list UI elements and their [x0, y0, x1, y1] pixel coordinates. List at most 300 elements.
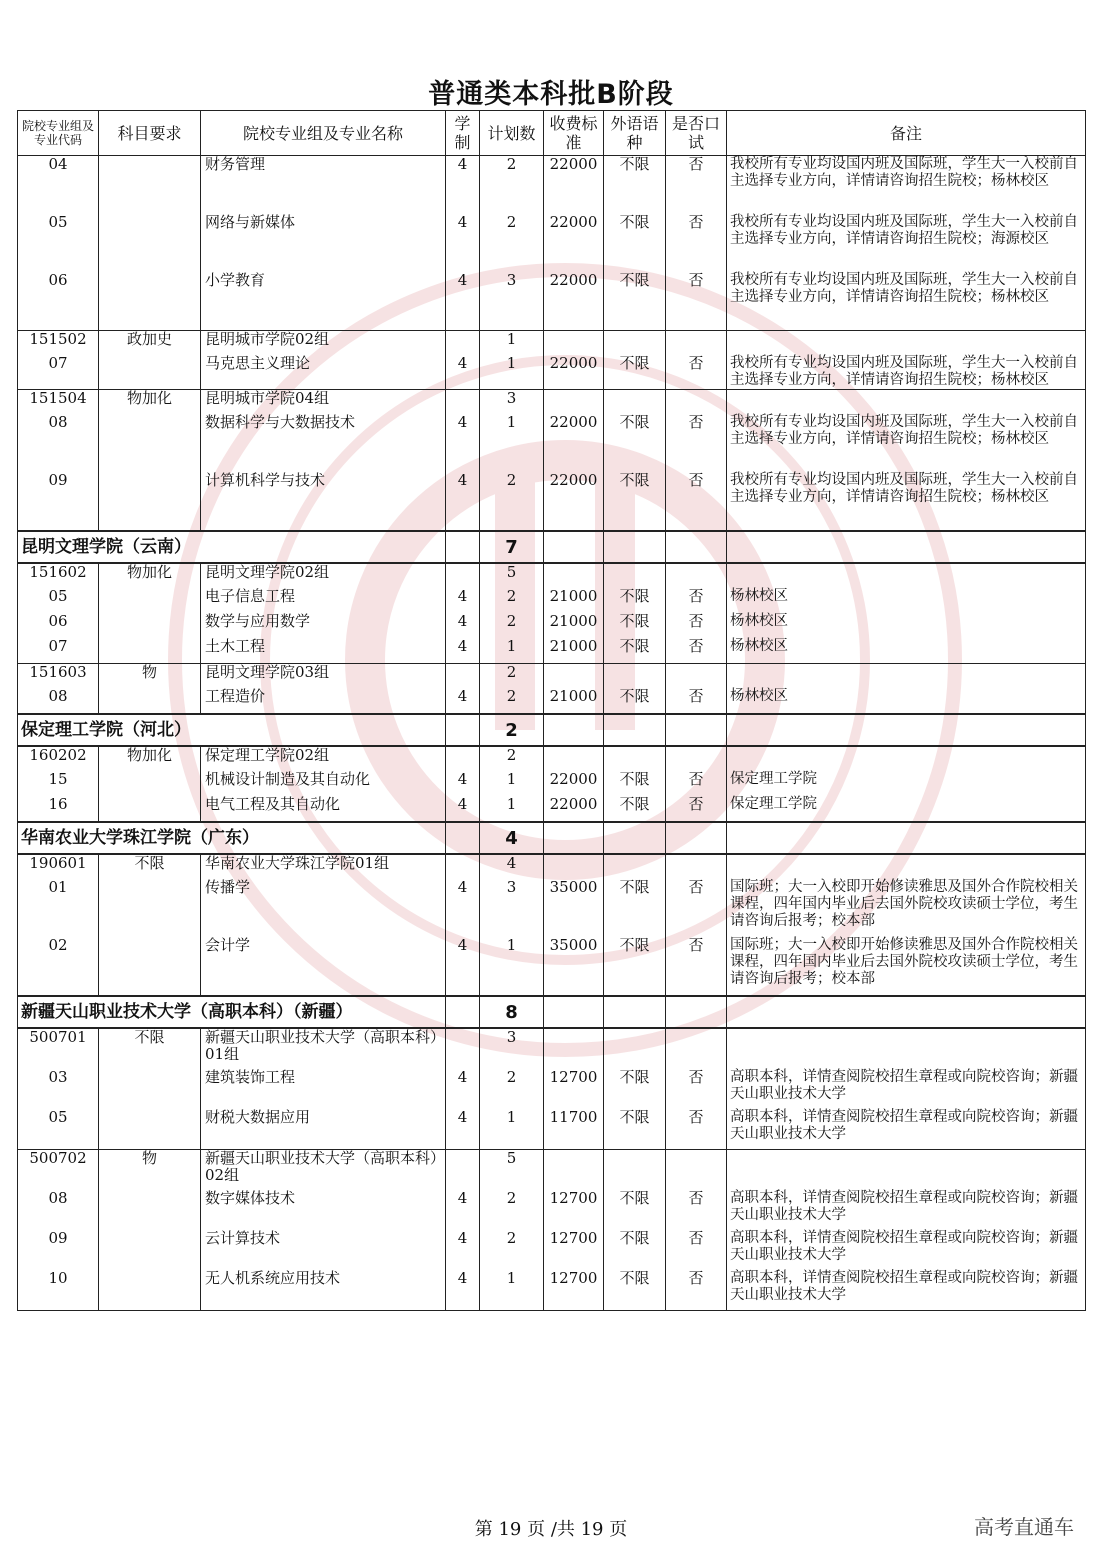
cell-plan: 1 — [480, 937, 544, 996]
cell-note: 高职本科，详情查阅院校招生章程或向院校咨询；新疆天山职业技术大学 — [727, 1270, 1086, 1311]
cell-subject — [99, 613, 201, 638]
table-row — [18, 638, 1086, 664]
cell-subject: 政加史 — [99, 331, 201, 356]
group-row — [18, 746, 1086, 771]
cell-years: 4 — [446, 613, 480, 638]
cell-oral: 否 — [666, 638, 727, 664]
table-row — [18, 1109, 1086, 1150]
cell-code: 500702 — [18, 1150, 99, 1191]
table-row — [18, 796, 1086, 822]
cell-years: 4 — [446, 1069, 480, 1109]
cell-subject — [99, 688, 201, 714]
header-oral: 是否口试 — [666, 111, 727, 156]
cell-name: 电气工程及其自动化 — [201, 796, 446, 822]
cell-years: 4 — [446, 796, 480, 822]
cell-years — [446, 664, 480, 689]
cell-language: 不限 — [604, 472, 666, 531]
cell-subject — [99, 1230, 201, 1270]
cell-oral — [666, 390, 727, 415]
cell-subject — [99, 472, 201, 531]
page-number: 第 19 页 /共 19 页 — [474, 1519, 628, 1540]
cell-note — [727, 854, 1086, 879]
cell-oral: 否 — [666, 688, 727, 714]
cell-name: 新疆天山职业技术大学（高职本科）01组 — [201, 1028, 446, 1069]
table-row — [18, 588, 1086, 613]
table-row — [18, 272, 1086, 331]
cell-language — [604, 531, 666, 563]
brand-label: 高考直通车 — [974, 1515, 1074, 1539]
cell-subject — [99, 272, 201, 331]
cell-language: 不限 — [604, 771, 666, 796]
cell-oral: 否 — [666, 214, 727, 272]
cell-code: 151502 — [18, 331, 99, 356]
cell-language: 不限 — [604, 1069, 666, 1109]
cell-fee: 22000 — [544, 414, 604, 472]
cell-oral: 否 — [666, 771, 727, 796]
cell-plan: 2 — [480, 1190, 544, 1230]
cell-fee: 12700 — [544, 1190, 604, 1230]
cell-oral: 否 — [666, 1230, 727, 1270]
cell-fee: 22000 — [544, 156, 604, 215]
cell-years — [446, 390, 480, 415]
cell-language: 不限 — [604, 796, 666, 822]
table-row — [18, 879, 1086, 937]
cell-code: 05 — [18, 588, 99, 613]
table-row — [18, 355, 1086, 390]
cell-name: 会计学 — [201, 937, 446, 996]
cell-fee: 35000 — [544, 937, 604, 996]
cell-code: 05 — [18, 214, 99, 272]
cell-fee — [544, 854, 604, 879]
cell-oral: 否 — [666, 613, 727, 638]
cell-years: 4 — [446, 937, 480, 996]
cell-oral: 否 — [666, 588, 727, 613]
cell-years: 4 — [446, 156, 480, 215]
cell-years: 4 — [446, 771, 480, 796]
cell-years: 4 — [446, 688, 480, 714]
cell-oral — [666, 854, 727, 879]
cell-name: 保定理工学院02组 — [201, 746, 446, 771]
cell-plan: 3 — [480, 1028, 544, 1069]
cell-plan: 1 — [480, 414, 544, 472]
cell-name: 电子信息工程 — [201, 588, 446, 613]
cell-language — [604, 714, 666, 746]
table-row — [18, 1190, 1086, 1230]
cell-oral — [666, 664, 727, 689]
cell-note: 我校所有专业均设国内班及国际班，学生大一入校前自主选择专业方向，详情请咨询招生院校；杨林校区 — [727, 272, 1086, 331]
cell-fee: 12700 — [544, 1230, 604, 1270]
cell-fee — [544, 996, 604, 1028]
cell-name: 土木工程 — [201, 638, 446, 664]
cell-note: 保定理工学院 — [727, 771, 1086, 796]
cell-name: 无人机系统应用技术 — [201, 1270, 446, 1311]
school-row — [18, 531, 1086, 563]
cell-oral: 否 — [666, 879, 727, 937]
cell-plan: 2 — [480, 613, 544, 638]
cell-subject — [99, 588, 201, 613]
cell-years: 4 — [446, 214, 480, 272]
cell-years: 4 — [446, 588, 480, 613]
cell-name: 建筑装饰工程 — [201, 1069, 446, 1109]
cell-fee: 22000 — [544, 796, 604, 822]
cell-code: 160202 — [18, 746, 99, 771]
cell-note — [727, 331, 1086, 356]
cell-code: 08 — [18, 1190, 99, 1230]
cell-note: 杨林校区 — [727, 613, 1086, 638]
cell-oral: 否 — [666, 796, 727, 822]
cell-language — [604, 996, 666, 1028]
table-row — [18, 613, 1086, 638]
school-name: 昆明文理学院（云南） — [18, 531, 446, 563]
cell-oral — [666, 563, 727, 588]
cell-oral: 否 — [666, 414, 727, 472]
admission-table — [17, 110, 1086, 1311]
cell-language: 不限 — [604, 414, 666, 472]
cell-years: 4 — [446, 414, 480, 472]
cell-subject — [99, 1270, 201, 1311]
cell-code: 06 — [18, 613, 99, 638]
cell-code: 151603 — [18, 664, 99, 689]
table-row — [18, 1270, 1086, 1311]
cell-note — [727, 664, 1086, 689]
cell-language — [604, 822, 666, 854]
school-plan: 2 — [480, 714, 544, 746]
cell-years — [446, 714, 480, 746]
cell-years: 4 — [446, 638, 480, 664]
cell-language — [604, 331, 666, 356]
cell-subject — [99, 937, 201, 996]
cell-fee — [544, 531, 604, 563]
cell-plan: 3 — [480, 879, 544, 937]
cell-note: 我校所有专业均设国内班及国际班，学生大一入校前自主选择专业方向，详情请咨询招生院校；杨林校区 — [727, 472, 1086, 531]
cell-name: 数学与应用数学 — [201, 613, 446, 638]
cell-subject: 物 — [99, 664, 201, 689]
cell-oral: 否 — [666, 1109, 727, 1150]
cell-note: 高职本科，详情查阅院校招生章程或向院校咨询；新疆天山职业技术大学 — [727, 1190, 1086, 1230]
cell-code: 02 — [18, 937, 99, 996]
cell-years — [446, 854, 480, 879]
cell-note — [727, 822, 1086, 854]
cell-subject — [99, 1190, 201, 1230]
table-row — [18, 1230, 1086, 1270]
cell-years — [446, 1028, 480, 1069]
cell-name: 工程造价 — [201, 688, 446, 714]
cell-oral: 否 — [666, 355, 727, 390]
cell-plan: 1 — [480, 1270, 544, 1311]
cell-plan: 2 — [480, 156, 544, 215]
cell-oral — [666, 714, 727, 746]
cell-oral — [666, 1028, 727, 1069]
cell-years — [446, 746, 480, 771]
cell-subject — [99, 796, 201, 822]
cell-name: 华南农业大学珠江学院01组 — [201, 854, 446, 879]
cell-oral: 否 — [666, 937, 727, 996]
cell-name: 新疆天山职业技术大学（高职本科）02组 — [201, 1150, 446, 1191]
school-name: 新疆天山职业技术大学（高职本科）（新疆） — [18, 996, 446, 1028]
table-row — [18, 688, 1086, 714]
cell-note: 高职本科，详情查阅院校招生章程或向院校咨询；新疆天山职业技术大学 — [727, 1069, 1086, 1109]
cell-name: 财务管理 — [201, 156, 446, 215]
cell-fee: 22000 — [544, 272, 604, 331]
cell-note: 高职本科，详情查阅院校招生章程或向院校咨询；新疆天山职业技术大学 — [727, 1230, 1086, 1270]
table-row — [18, 414, 1086, 472]
cell-code: 01 — [18, 879, 99, 937]
cell-years: 4 — [446, 355, 480, 390]
cell-years: 4 — [446, 1270, 480, 1311]
cell-note — [727, 531, 1086, 563]
cell-code: 500701 — [18, 1028, 99, 1069]
cell-plan: 1 — [480, 331, 544, 356]
cell-note: 国际班；大一入校即开始修读雅思及国外合作院校相关课程，四年国内毕业后去国外院校攻读硕士学位，考生请咨询后报考；校本部 — [727, 937, 1086, 996]
cell-code: 09 — [18, 1230, 99, 1270]
cell-years — [446, 531, 480, 563]
cell-language: 不限 — [604, 1230, 666, 1270]
cell-note: 杨林校区 — [727, 638, 1086, 664]
cell-language: 不限 — [604, 1270, 666, 1311]
cell-subject: 物加化 — [99, 390, 201, 415]
cell-plan: 2 — [480, 1069, 544, 1109]
cell-name: 马克思主义理论 — [201, 355, 446, 390]
cell-name: 计算机科学与技术 — [201, 472, 446, 531]
cell-note: 我校所有专业均设国内班及国际班，学生大一入校前自主选择专业方向，详情请咨询招生院校；杨林校区 — [727, 355, 1086, 390]
cell-fee — [544, 714, 604, 746]
cell-subject — [99, 414, 201, 472]
cell-years — [446, 822, 480, 854]
cell-name: 昆明城市学院04组 — [201, 390, 446, 415]
cell-subject: 不限 — [99, 1028, 201, 1069]
cell-years — [446, 1150, 480, 1191]
cell-plan: 1 — [480, 355, 544, 390]
cell-fee: 21000 — [544, 613, 604, 638]
table-row — [18, 156, 1086, 215]
header-name: 院校专业组及专业名称 — [201, 111, 446, 156]
cell-fee: 21000 — [544, 638, 604, 664]
cell-years: 4 — [446, 1190, 480, 1230]
cell-plan: 2 — [480, 472, 544, 531]
table-row — [18, 472, 1086, 531]
cell-note: 杨林校区 — [727, 588, 1086, 613]
cell-name: 小学教育 — [201, 272, 446, 331]
cell-years: 4 — [446, 272, 480, 331]
cell-plan: 1 — [480, 1109, 544, 1150]
school-name: 保定理工学院（河北） — [18, 714, 446, 746]
table-row — [18, 937, 1086, 996]
cell-years: 4 — [446, 1109, 480, 1150]
cell-oral: 否 — [666, 1069, 727, 1109]
cell-code: 151602 — [18, 563, 99, 588]
cell-code: 08 — [18, 414, 99, 472]
cell-subject: 物加化 — [99, 746, 201, 771]
cell-oral: 否 — [666, 472, 727, 531]
cell-code: 15 — [18, 771, 99, 796]
cell-fee — [544, 390, 604, 415]
cell-fee: 21000 — [544, 588, 604, 613]
cell-language: 不限 — [604, 1190, 666, 1230]
cell-subject: 物 — [99, 1150, 201, 1191]
cell-oral — [666, 331, 727, 356]
cell-fee: 12700 — [544, 1069, 604, 1109]
cell-language — [604, 854, 666, 879]
cell-note — [727, 714, 1086, 746]
cell-fee: 11700 — [544, 1109, 604, 1150]
cell-fee — [544, 563, 604, 588]
cell-name: 财税大数据应用 — [201, 1109, 446, 1150]
cell-plan: 2 — [480, 214, 544, 272]
cell-fee: 22000 — [544, 355, 604, 390]
school-plan: 7 — [480, 531, 544, 563]
cell-name: 昆明城市学院02组 — [201, 331, 446, 356]
page-title: 普通类本科批B阶段 — [428, 79, 674, 110]
cell-language: 不限 — [604, 214, 666, 272]
cell-fee: 22000 — [544, 472, 604, 531]
cell-plan: 2 — [480, 664, 544, 689]
cell-language — [604, 563, 666, 588]
cell-subject — [99, 1069, 201, 1109]
cell-name: 数据科学与大数据技术 — [201, 414, 446, 472]
cell-plan: 1 — [480, 771, 544, 796]
cell-code: 16 — [18, 796, 99, 822]
cell-fee: 22000 — [544, 214, 604, 272]
cell-plan: 2 — [480, 1230, 544, 1270]
cell-name: 昆明文理学院02组 — [201, 563, 446, 588]
cell-years — [446, 331, 480, 356]
cell-years: 4 — [446, 472, 480, 531]
cell-note — [727, 563, 1086, 588]
cell-years — [446, 996, 480, 1028]
cell-note: 我校所有专业均设国内班及国际班，学生大一入校前自主选择专业方向，详情请咨询招生院校；杨林校区 — [727, 414, 1086, 472]
cell-fee — [544, 822, 604, 854]
cell-subject — [99, 355, 201, 390]
cell-note: 国际班；大一入校即开始修读雅思及国外合作院校相关课程，四年国内毕业后去国外院校攻读硕士学位，考生请咨询后报考；校本部 — [727, 879, 1086, 937]
cell-language: 不限 — [604, 588, 666, 613]
cell-oral: 否 — [666, 1190, 727, 1230]
cell-fee — [544, 746, 604, 771]
group-row — [18, 563, 1086, 588]
cell-code: 07 — [18, 638, 99, 664]
cell-note: 我校所有专业均设国内班及国际班，学生大一入校前自主选择专业方向，详情请咨询招生院校；海源校区 — [727, 214, 1086, 272]
cell-code: 151504 — [18, 390, 99, 415]
cell-fee — [544, 1028, 604, 1069]
cell-oral — [666, 1150, 727, 1191]
cell-fee — [544, 331, 604, 356]
header-subject: 科目要求 — [99, 111, 201, 156]
cell-plan: 2 — [480, 688, 544, 714]
cell-language — [604, 1028, 666, 1069]
cell-code: 04 — [18, 156, 99, 215]
cell-note: 高职本科，详情查阅院校招生章程或向院校咨询；新疆天山职业技术大学 — [727, 1109, 1086, 1150]
cell-fee: 35000 — [544, 879, 604, 937]
table-row — [18, 771, 1086, 796]
header-code: 院校专业组及专业代码 — [18, 111, 99, 156]
group-row — [18, 1028, 1086, 1069]
cell-code: 09 — [18, 472, 99, 531]
header-years: 学制 — [446, 111, 480, 156]
cell-code: 05 — [18, 1109, 99, 1150]
cell-language: 不限 — [604, 355, 666, 390]
cell-language: 不限 — [604, 272, 666, 331]
cell-name: 数字媒体技术 — [201, 1190, 446, 1230]
group-row — [18, 664, 1086, 689]
cell-language: 不限 — [604, 156, 666, 215]
cell-note — [727, 390, 1086, 415]
cell-fee: 21000 — [544, 688, 604, 714]
cell-subject: 物加化 — [99, 563, 201, 588]
school-row — [18, 996, 1086, 1028]
group-row — [18, 854, 1086, 879]
school-plan: 4 — [480, 822, 544, 854]
cell-note — [727, 996, 1086, 1028]
cell-subject — [99, 771, 201, 796]
cell-note: 保定理工学院 — [727, 796, 1086, 822]
cell-code: 07 — [18, 355, 99, 390]
cell-plan: 3 — [480, 390, 544, 415]
cell-subject — [99, 1109, 201, 1150]
school-row — [18, 714, 1086, 746]
header-plan: 计划数 — [480, 111, 544, 156]
cell-plan: 4 — [480, 854, 544, 879]
cell-oral — [666, 531, 727, 563]
group-row — [18, 390, 1086, 415]
cell-language: 不限 — [604, 688, 666, 714]
cell-fee — [544, 1150, 604, 1191]
school-name: 华南农业大学珠江学院（广东） — [18, 822, 446, 854]
cell-subject — [99, 214, 201, 272]
cell-plan: 5 — [480, 563, 544, 588]
cell-oral — [666, 996, 727, 1028]
cell-language — [604, 1150, 666, 1191]
cell-subject — [99, 156, 201, 215]
cell-oral — [666, 822, 727, 854]
cell-name: 网络与新媒体 — [201, 214, 446, 272]
cell-fee — [544, 664, 604, 689]
cell-oral: 否 — [666, 272, 727, 331]
cell-note — [727, 1150, 1086, 1191]
cell-code: 03 — [18, 1069, 99, 1109]
cell-language: 不限 — [604, 879, 666, 937]
cell-note: 我校所有专业均设国内班及国际班，学生大一入校前自主选择专业方向，详情请咨询招生院校；杨林校区 — [727, 156, 1086, 215]
cell-code: 08 — [18, 688, 99, 714]
cell-note — [727, 746, 1086, 771]
cell-plan: 1 — [480, 796, 544, 822]
cell-oral: 否 — [666, 156, 727, 215]
table-body — [18, 156, 1086, 1311]
cell-years: 4 — [446, 879, 480, 937]
cell-language: 不限 — [604, 613, 666, 638]
cell-subject — [99, 638, 201, 664]
cell-years — [446, 563, 480, 588]
cell-code: 06 — [18, 272, 99, 331]
cell-note: 杨林校区 — [727, 688, 1086, 714]
cell-name: 机械设计制造及其自动化 — [201, 771, 446, 796]
group-row — [18, 1150, 1086, 1191]
cell-fee: 12700 — [544, 1270, 604, 1311]
cell-code: 190601 — [18, 854, 99, 879]
table-row — [18, 214, 1086, 272]
cell-plan: 3 — [480, 272, 544, 331]
cell-years: 4 — [446, 1230, 480, 1270]
cell-plan: 5 — [480, 1150, 544, 1191]
cell-language: 不限 — [604, 937, 666, 996]
cell-code: 10 — [18, 1270, 99, 1311]
cell-oral — [666, 746, 727, 771]
cell-plan: 2 — [480, 588, 544, 613]
cell-plan: 1 — [480, 638, 544, 664]
cell-language — [604, 746, 666, 771]
cell-plan: 2 — [480, 746, 544, 771]
cell-name: 昆明文理学院03组 — [201, 664, 446, 689]
cell-fee: 22000 — [544, 771, 604, 796]
cell-name: 云计算技术 — [201, 1230, 446, 1270]
